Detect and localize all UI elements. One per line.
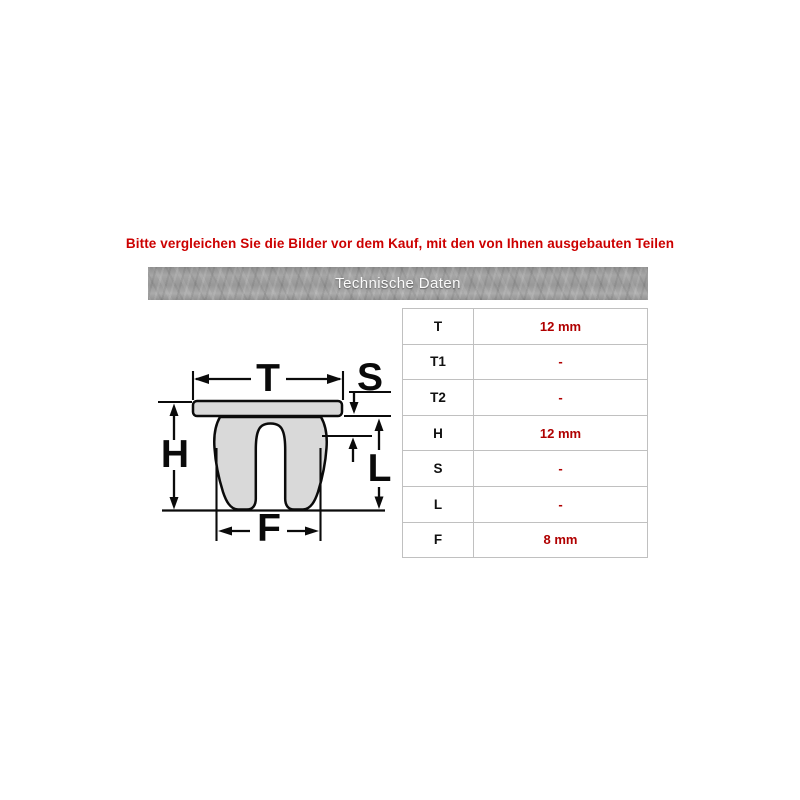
spec-row (403, 451, 648, 487)
section-header-title: Technische Daten (335, 275, 461, 292)
arrow-down-icon (350, 402, 359, 414)
spec-param-cell: T2 (403, 380, 474, 416)
part-body-shape (214, 417, 326, 510)
spec-row (403, 522, 648, 558)
part-cap-shape (193, 401, 342, 416)
arrow-left-icon (194, 374, 209, 384)
spec-param-cell: S (403, 451, 474, 487)
purchase-notice: Bitte vergleichen Sie die Bilder vor dem Kauf, mit den von Ihnen ausgebauten Teilen (125, 236, 675, 251)
arrow-right-icon (327, 374, 342, 384)
spec-row (403, 380, 648, 416)
arrow-down-icon (170, 497, 179, 510)
spec-param-cell: F (403, 522, 474, 558)
spec-param-cell: T1 (403, 344, 474, 380)
arrow-right-icon (305, 527, 319, 536)
dim-s (344, 356, 391, 416)
spec-value-cell: - (474, 486, 648, 522)
spec-row (403, 309, 648, 345)
dim-label-f: F (257, 507, 281, 550)
spec-param-cell: T (403, 309, 474, 345)
spec-value-cell: - (474, 344, 648, 380)
dim-label-l: L (367, 447, 392, 490)
arrow-left-icon (218, 527, 232, 536)
arrow-up-icon (349, 438, 358, 450)
dim-t (193, 357, 343, 400)
dim-label-h: H (160, 433, 190, 476)
spec-value-cell: - (474, 380, 648, 416)
spec-param-cell: L (403, 486, 474, 522)
dim-h (158, 402, 192, 510)
spec-row (403, 486, 648, 522)
spec-value-cell: - (474, 451, 648, 487)
spec-param-cell: H (403, 415, 474, 451)
dim-l (368, 419, 392, 510)
spec-value-cell: 8 mm (474, 522, 648, 558)
spec-value-cell: 12 mm (474, 309, 648, 345)
spec-row (403, 415, 648, 451)
dim-label-t: T (256, 357, 280, 400)
spec-row (403, 344, 648, 380)
tech-spec-table (402, 308, 648, 558)
dim-mid-arrow (322, 436, 372, 462)
dim-label-s: S (356, 356, 384, 399)
arrow-down-icon (375, 497, 384, 510)
spec-value-cell: 12 mm (474, 415, 648, 451)
